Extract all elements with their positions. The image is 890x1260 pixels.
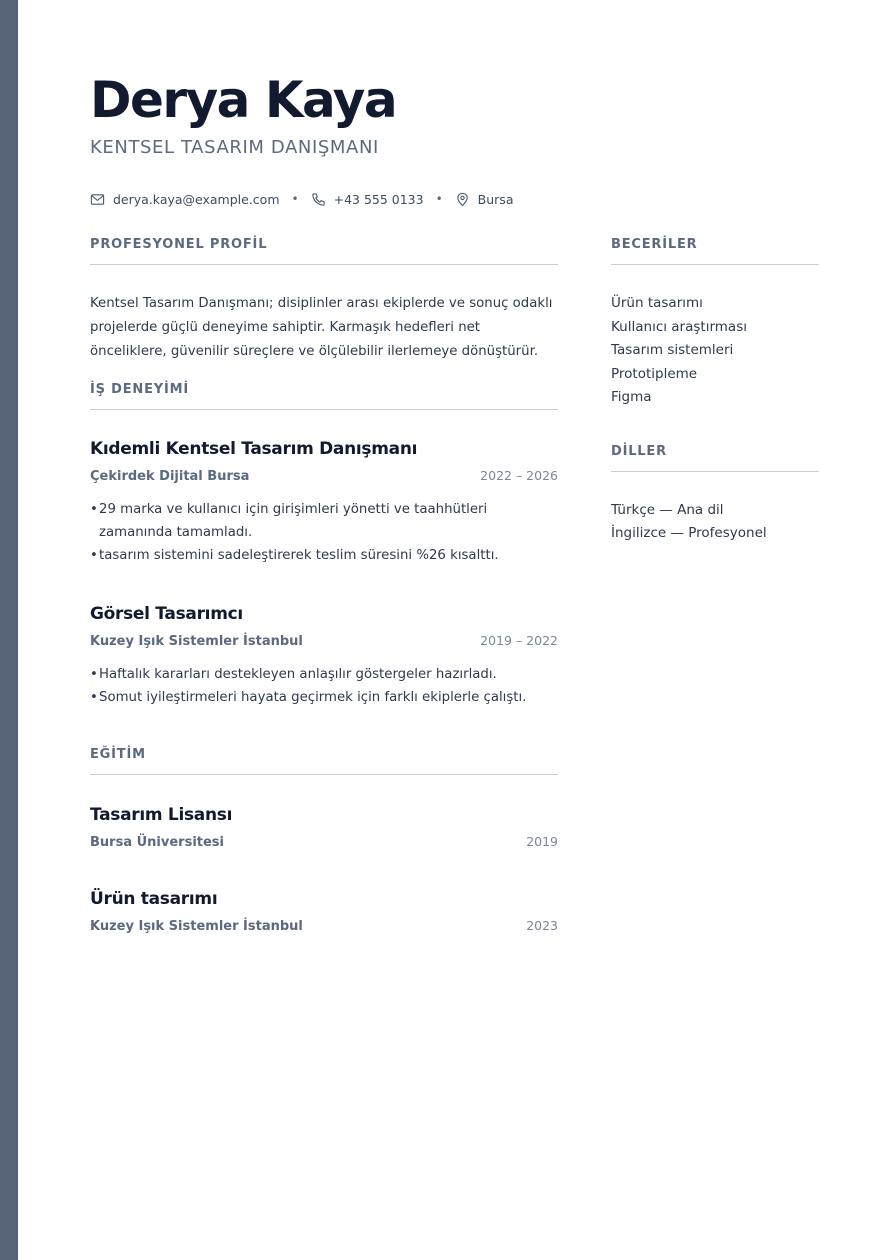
bullet-item: • tasarım sistemini sadeleştirerek teslim süresini %26 kısalttı.: [90, 544, 558, 567]
school-name: Bursa Üniversitesi: [90, 835, 224, 850]
profile-section: [90, 236, 558, 364]
languages-list: [611, 499, 819, 546]
school-name: Kuzey Işık Sistemler İstanbul: [90, 919, 303, 934]
side-column: [611, 236, 819, 546]
education-entry: [90, 888, 558, 934]
job-title-subtitle: KENTSEL TASARIM DANIŞMANI: [90, 137, 379, 158]
section-heading-experience: İŞ DENEYİMİ: [90, 381, 558, 410]
contact-location: [455, 192, 514, 207]
company-name: Kuzey Işık Sistemler İstanbul: [90, 634, 303, 649]
accent-side-bar: [0, 0, 18, 1260]
job-dates: 2019 – 2022: [480, 633, 558, 648]
language-item: Türkçe — Ana dil: [611, 501, 724, 518]
skills-list: [611, 292, 819, 410]
education-year: 2023: [526, 918, 558, 933]
education-meta: [90, 918, 558, 934]
phone-icon: [311, 192, 326, 207]
job-title: Görsel Tasarımcı: [90, 604, 243, 624]
education-entry: [90, 804, 558, 850]
job-meta: [90, 633, 558, 649]
email-text: derya.kaya@example.com: [113, 191, 280, 207]
location-text: Bursa: [477, 191, 514, 207]
job-meta: [90, 468, 558, 484]
separator-dot: •: [291, 192, 299, 206]
mail-icon: [90, 192, 105, 207]
phone-text: +43 555 0133: [333, 191, 424, 207]
skill-item: Figma: [611, 389, 652, 405]
job-entry: [90, 438, 558, 567]
languages-section: [611, 443, 819, 546]
degree-title: Tasarım Lisansı: [90, 805, 233, 825]
job-bullets: [90, 663, 558, 709]
candidate-name: Derya Kaya: [90, 71, 397, 129]
main-column: [90, 236, 558, 934]
skill-item: Kullanıcı araştırması: [611, 318, 747, 335]
separator-dot: •: [435, 192, 443, 206]
experience-section: [90, 381, 558, 709]
profile-summary: Kentsel Tasarım Danışmanı; disiplinler arası ekiplerde ve sonuç odaklı projelerde güçlü deneyime sahiptir. Karmaşık hedefleri net önceliklere, güvenilir süreçlere ve ölçülebilir ilerlemeye dönüştürür.: [90, 296, 553, 359]
degree-title: Ürün tasarımı: [90, 889, 218, 909]
skills-section: [611, 236, 819, 410]
contact-email[interactable]: [90, 192, 280, 207]
job-title: Kıdemli Kentsel Tasarım Danışmanı: [90, 439, 418, 459]
job-entry: [90, 603, 558, 709]
job-bullets: [90, 498, 558, 567]
location-pin-icon: [455, 192, 470, 207]
bullet-item: • Somut iyileştirmeleri hayata geçirmek için farklı ekiplerle çalıştı.: [90, 686, 558, 709]
education-meta: [90, 834, 558, 850]
skill-item: Prototipleme: [611, 365, 698, 382]
skill-item: Ürün tasarımı: [611, 295, 703, 311]
section-heading-education: EĞİTİM: [90, 746, 558, 775]
education-year: 2019: [526, 834, 558, 849]
language-item: İngilizce — Profesyonel: [611, 525, 767, 541]
section-heading-skills: BECERİLER: [611, 236, 819, 265]
section-heading-languages: DİLLER: [611, 443, 819, 472]
bullet-item: • Haftalık kararları destekleyen anlaşılır göstergeler hazırladı.: [90, 663, 558, 686]
job-dates: 2022 – 2026: [480, 468, 558, 483]
contact-row: [90, 189, 513, 209]
contact-phone[interactable]: [311, 192, 424, 207]
bullet-item: • 29 marka ve kullanıcı için girişimleri yönetti ve taahhütleri zamanında tamamladı.: [90, 498, 558, 544]
company-name: Çekirdek Dijital Bursa: [90, 469, 250, 484]
education-section: [90, 746, 558, 934]
skill-item: Tasarım sistemleri: [611, 342, 734, 358]
section-heading-profile: PROFESYONEL PROFİL: [90, 236, 558, 265]
